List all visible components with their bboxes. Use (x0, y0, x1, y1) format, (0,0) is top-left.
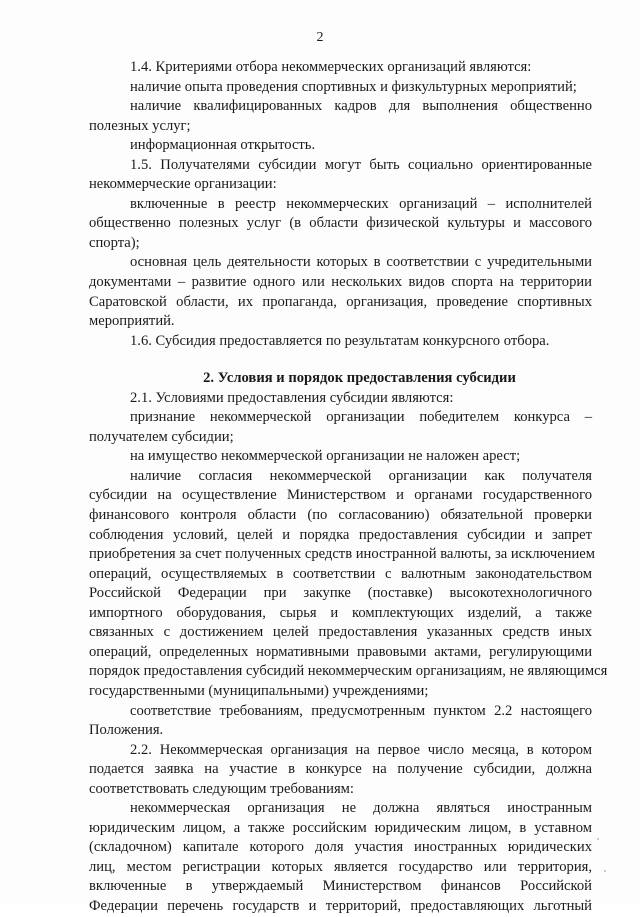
text-line: юридическим лицом, а также российским юридическим лицом, в уставном (89, 819, 592, 836)
scan-speck (597, 838, 599, 840)
scan-speck (604, 870, 606, 872)
text-line: 1.6. Субсидия предоставляется по результатам конкурсного отбора. (130, 332, 550, 349)
text-line: соблюдения условий, целей и порядка предоставления субсидии и запрет (89, 526, 592, 543)
text-line: Российской Федерации при закупке (поставке) высокотехнологичного (89, 585, 592, 602)
text-line: операций, определенных нормативными правовыми актами, регулирующими (89, 643, 592, 660)
section-1-tail (89, 58, 592, 351)
text-line: приобретения за счет полученных средств иностранной валюты, за исключением (89, 546, 596, 563)
text-line: мероприятий. (89, 313, 175, 330)
text-line: 1.5. Получателями субсидии могут быть социально ориентированные (130, 156, 592, 173)
text-line: наличие квалифицированных кадров для выполнения общественно (130, 98, 592, 115)
text-line: 2.1. Условиями предоставления субсидии являются: (130, 389, 454, 406)
section-gap (89, 351, 592, 369)
text-line: основная цель деятельности которых в соответствии с учредительными (130, 254, 592, 271)
text-line: документами – развитие одного или нескольких видов спорта на территории (89, 274, 592, 291)
text-line: операций, осуществляемых в соответствии с валютным законодательством (89, 565, 592, 582)
text-line: получателем субсидии; (89, 428, 234, 445)
text-line: Федерации перечень государств и территорий, предоставляющих льготный (89, 897, 592, 914)
text-line: общественно полезных услуг (в области физической культуры и массового (89, 215, 592, 232)
text-line: включенные в реестр некоммерческих организаций – исполнителей (130, 195, 592, 212)
text-line: полезных услуг; (89, 117, 191, 134)
text-line: финансового контроля области (по согласованию) обязательной проверки (89, 507, 592, 524)
text-line: включенные в утверждаемый Министерством финансов Российской (89, 878, 592, 895)
text-line: подается заявка на участие в конкурсе на получение субсидии, должна (89, 761, 592, 778)
text-line: субсидии на осуществление Министерством и органами государственного (89, 487, 592, 504)
text-line: наличие согласия некоммерческой организации как получателя (130, 467, 592, 484)
text-line: порядок предоставления субсидий некоммерческим организациям, не являющимся (89, 663, 608, 680)
text-line: импортного оборудования, сырья и комплектующих изделий, а также (89, 604, 592, 621)
page-number: 2 (316, 30, 324, 45)
text-line: некоммерческая организация не должна являться иностранным (130, 800, 592, 817)
text-line: связанных с достижением целей предоставления указанных средств иных (89, 624, 592, 641)
text-line: соответствие требованиям, предусмотренным пунктом 2.2 настоящего (130, 702, 592, 719)
text-line: на имущество некоммерческой организации не наложен арест; (130, 448, 521, 465)
text-line: Положения. (89, 722, 164, 739)
section-2-body (89, 389, 608, 917)
text-line: признание некоммерческой организации победителем конкурса – (130, 409, 592, 426)
text-line: лиц, местом регистрации которых является государство или территория, (89, 858, 592, 875)
section-2-heading: 2. Условия и порядок предоставления субсидии (203, 370, 516, 387)
text-line: 2.2. Некоммерческая организация на первое число месяца, в котором (130, 741, 592, 758)
text-line: (складочном) капитале которого доля участия иностранных юридических (89, 839, 592, 856)
text-line: наличие опыта проведения спортивных и физкультурных мероприятий; (130, 78, 577, 95)
text-line: спорта); (89, 234, 140, 251)
text-line: соответствовать следующим требованиям: (89, 780, 354, 797)
text-line: 1.4. Критериями отбора некоммерческих организаций являются: (130, 59, 532, 75)
text-line: Саратовской области, их пропаганда, организация, проведение спортивных (89, 293, 592, 310)
document-body (89, 58, 608, 917)
text-line: государственными (муниципальными) учреждениями; (89, 682, 429, 699)
text-line: некоммерческие организации: (89, 176, 277, 193)
text-line: информационная открытость. (130, 137, 316, 154)
